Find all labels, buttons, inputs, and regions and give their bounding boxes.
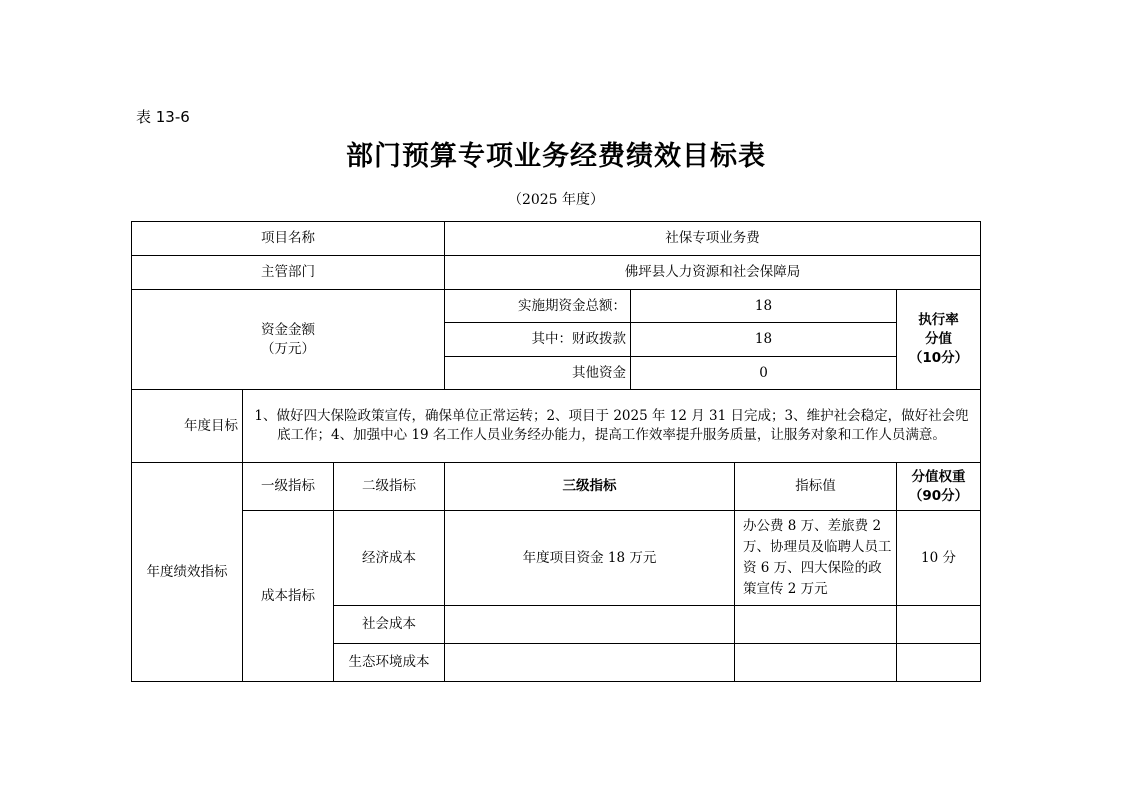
performance-target-table [131, 221, 981, 682]
header-level3: 三级指标 [445, 463, 735, 511]
level3-cell: 年度项目资金 18 万元 [445, 511, 735, 606]
funds-total-label: 实施期资金总额： [445, 290, 631, 323]
funds-label-line2: （万元） [261, 340, 315, 357]
rate-line2: 分值 [925, 331, 952, 347]
level2-cell: 经济成本 [334, 511, 445, 606]
header-weight [897, 463, 981, 511]
rate-line1: 执行率 [918, 312, 959, 328]
level3-cell [445, 606, 735, 644]
funds-total-row [132, 290, 981, 323]
rate-line3: （10分） [908, 350, 969, 366]
department-row [132, 256, 981, 290]
indicator-header-row [132, 463, 981, 511]
execution-rate-score [897, 290, 981, 390]
weight-cell [897, 606, 981, 644]
header-weight-line1: 分值权重 [911, 468, 966, 485]
indicator-value-cell [735, 606, 897, 644]
funds-other-label: 其他资金 [445, 357, 631, 390]
level2-cell: 生态环境成本 [334, 644, 445, 682]
cost-indicator-label: 成本指标 [243, 511, 334, 682]
header-level1: 一级指标 [243, 463, 334, 511]
indicator-value-cell: 办公费 8 万、差旅费 2 万、协理员及临聘人员工资 6 万、四大保险的政策宣传 2 万元 [735, 511, 897, 606]
funds-label-line1: 资金金额 [261, 321, 315, 338]
table-row [132, 511, 981, 606]
table-number: 表 13-6 [136, 108, 190, 126]
page-subtitle: （2025 年度） [507, 192, 605, 208]
weight-cell: 10 分 [897, 511, 981, 606]
indicator-value-cell [735, 644, 897, 682]
funds-label [132, 290, 445, 390]
indicators-section-label: 年度绩效指标 [132, 463, 243, 682]
project-name-value: 社保专项业务费 [445, 222, 981, 256]
project-name-row [132, 222, 981, 256]
department-label: 主管部门 [132, 256, 445, 290]
header-weight-line2: （90分） [908, 487, 969, 504]
department-value: 佛坪县人力资源和社会保障局 [445, 256, 981, 290]
annual-goal-text: 1、做好四大保险政策宣传，确保单位正常运转；2、项目于 2025 年 12 月 31 日完成；3、维护社会稳定，做好社会兜底工作；4、加强中心 19 名工作人员业务经办能力，提高工作效率提升服务质量，让服务对象和工作人员满意。 [243, 390, 981, 463]
funds-fiscal-value: 18 [631, 323, 897, 357]
funds-total-value: 18 [631, 290, 897, 323]
level2-cell: 社会成本 [334, 606, 445, 644]
header-level2: 二级指标 [334, 463, 445, 511]
annual-goal-row [132, 390, 981, 463]
weight-cell [897, 644, 981, 682]
funds-other-value: 0 [631, 357, 897, 390]
level3-cell [445, 644, 735, 682]
annual-goal-label: 年度目标 [132, 390, 243, 463]
header-value: 指标值 [735, 463, 897, 511]
funds-fiscal-label: 其中：财政拨款 [445, 323, 631, 357]
project-name-label: 项目名称 [132, 222, 445, 256]
page-title: 部门预算专项业务经费绩效目标表 [346, 141, 766, 172]
